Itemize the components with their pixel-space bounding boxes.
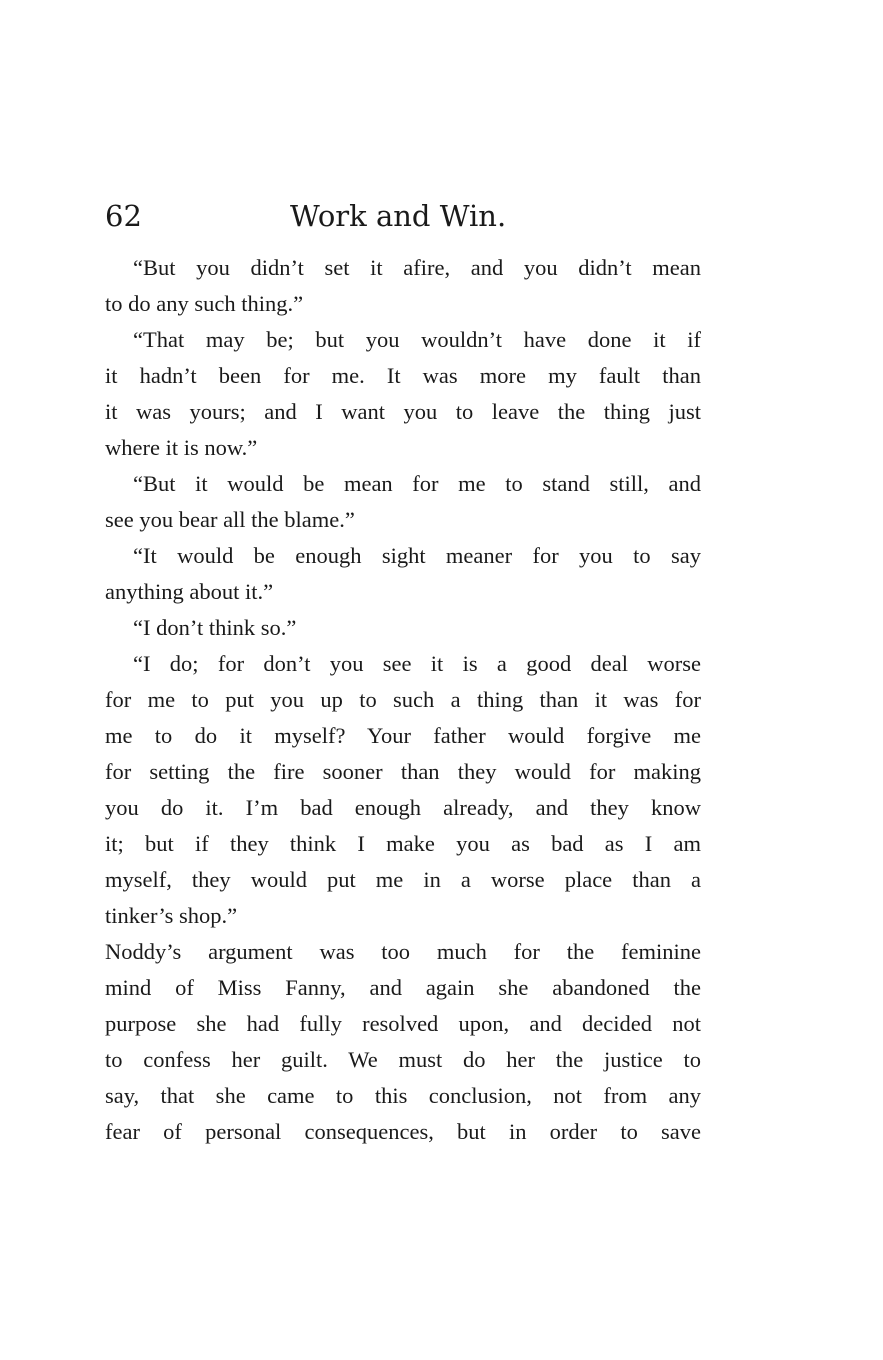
page-number: 62 bbox=[105, 199, 142, 233]
text-line: fear of personal consequences, but in order to save bbox=[105, 1119, 701, 1144]
text-line: “I do; for don’t you see it is a good deal worse bbox=[133, 651, 701, 676]
text-line: say, that she came to this conclusion, not from any bbox=[105, 1083, 701, 1108]
text-line: “It would be enough sight meaner for you to say bbox=[133, 543, 701, 568]
text-line: where it is now.” bbox=[105, 435, 258, 460]
text-line: it hadn’t been for me. It was more my fault than bbox=[105, 363, 701, 388]
running-title: Work and Win. bbox=[290, 199, 507, 233]
book-page bbox=[105, 196, 701, 1150]
text-line: for me to put you up to such a thing than it was for bbox=[105, 687, 701, 712]
text-line: it; but if they think I make you as bad as I am bbox=[105, 831, 701, 856]
text-line: see you bear all the blame.” bbox=[105, 507, 355, 532]
running-head bbox=[105, 196, 701, 236]
text-line: you do it. I’m bad enough already, and they know bbox=[105, 795, 701, 820]
text-line: to confess her guilt. We must do her the justice to bbox=[105, 1047, 701, 1072]
text-line: to do any such thing.” bbox=[105, 291, 304, 316]
text-line: for setting the fire sooner than they would for making bbox=[105, 759, 701, 784]
text-line: me to do it myself? Your father would forgive me bbox=[105, 723, 701, 748]
text-line: it was yours; and I want you to leave the thing just bbox=[105, 399, 701, 424]
text-line: “I don’t think so.” bbox=[133, 615, 297, 640]
body-text bbox=[105, 250, 701, 1150]
text-line: myself, they would put me in a worse place than a bbox=[105, 867, 701, 892]
text-line: purpose she had fully resolved upon, and decided not bbox=[105, 1011, 701, 1036]
text-line: “But it would be mean for me to stand still, and bbox=[133, 471, 701, 496]
text-line: “But you didn’t set it afire, and you didn’t mean bbox=[133, 255, 701, 280]
text-line: tinker’s shop.” bbox=[105, 903, 238, 928]
text-line: “That may be; but you wouldn’t have done it if bbox=[133, 327, 701, 352]
text-line: mind of Miss Fanny, and again she abandoned the bbox=[105, 975, 701, 1000]
text-line: anything about it.” bbox=[105, 579, 274, 604]
text-line: Noddy’s argument was too much for the feminine bbox=[105, 939, 701, 964]
